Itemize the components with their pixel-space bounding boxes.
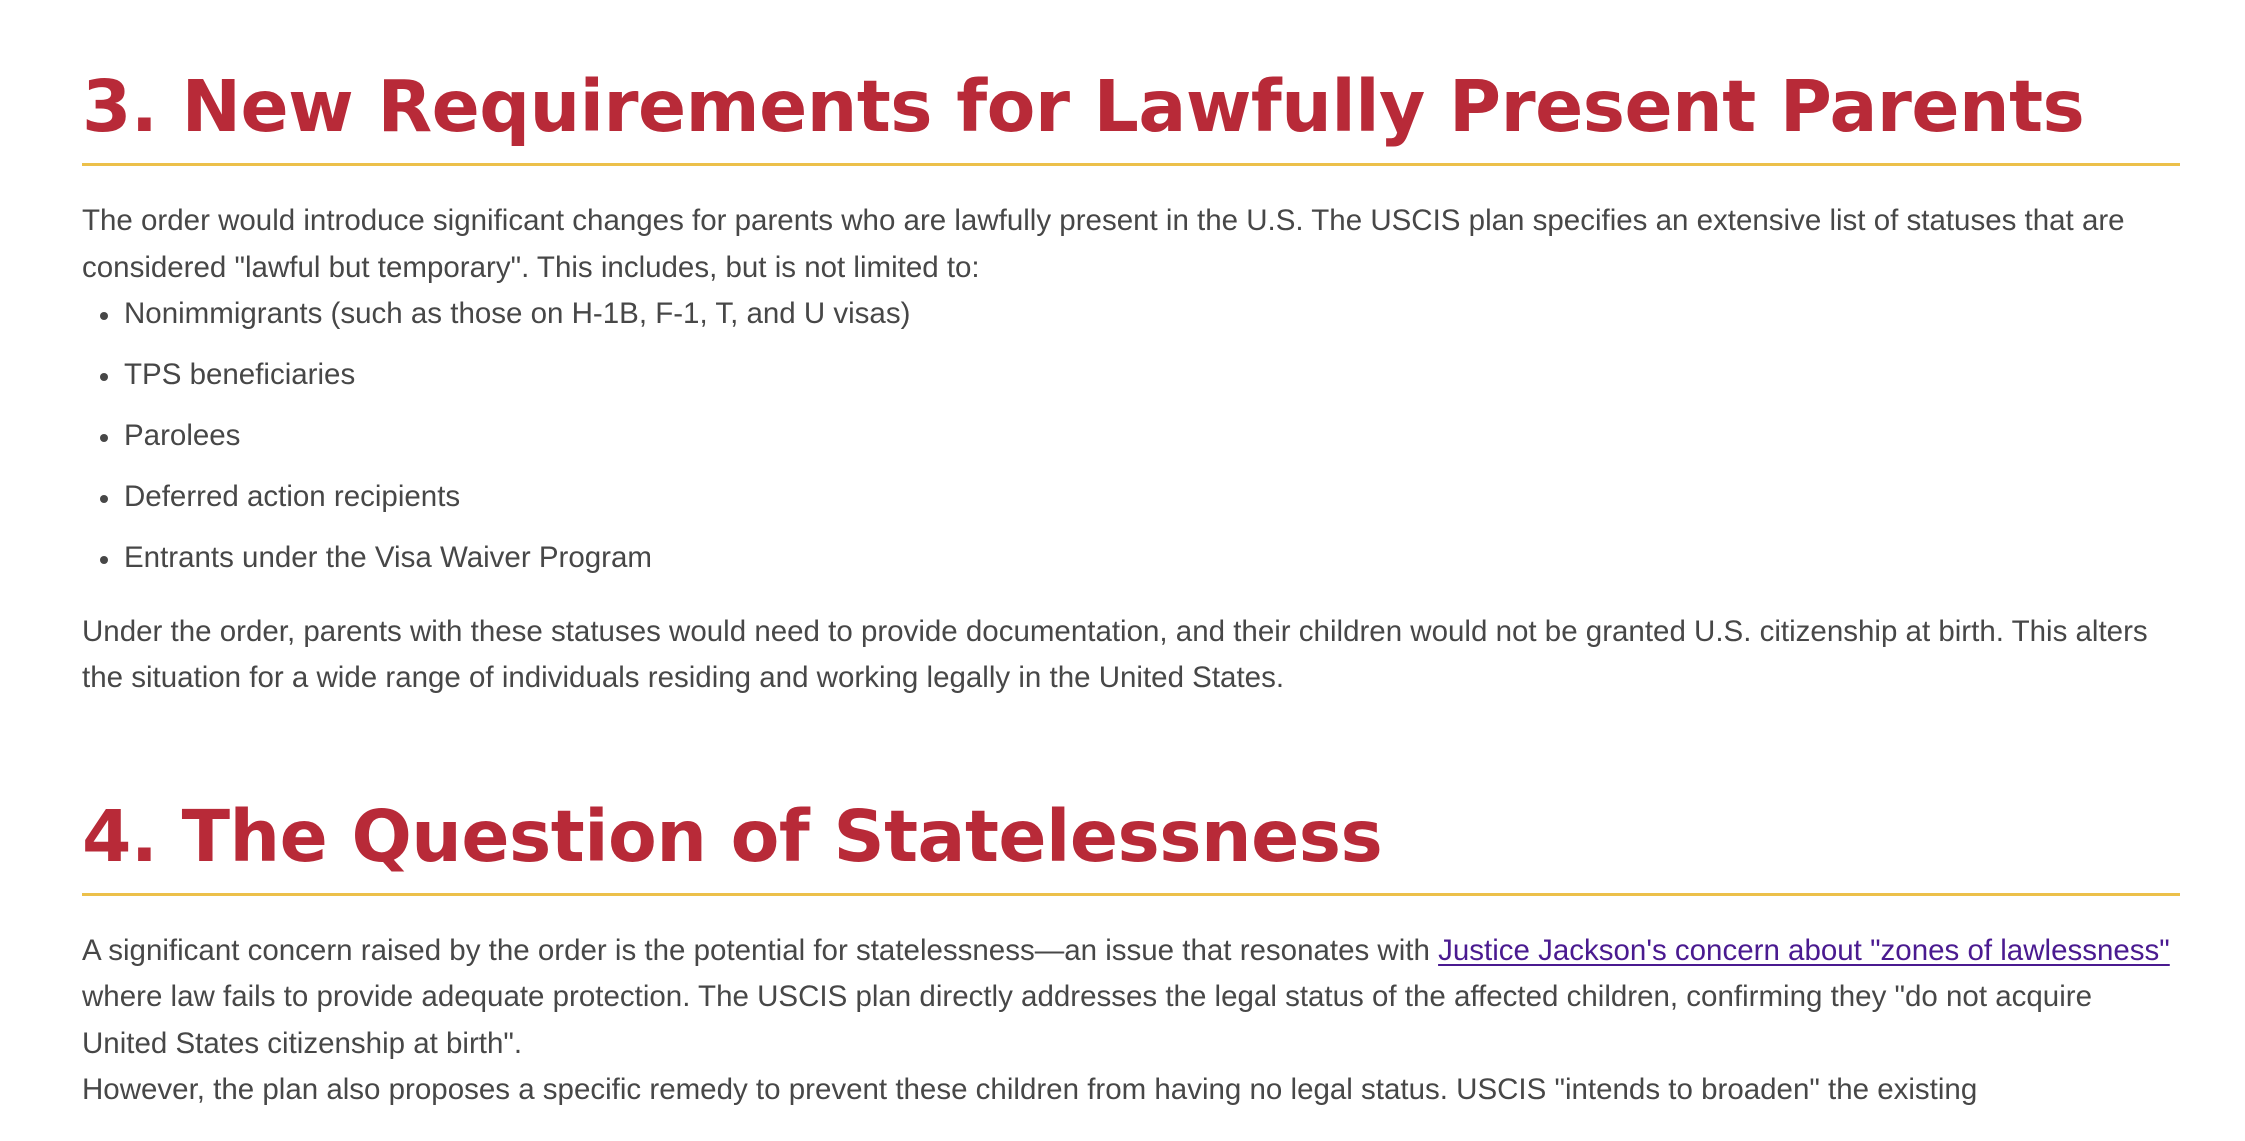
list-item: Entrants under the Visa Waiver Program <box>124 535 2180 582</box>
section-3-closing-paragraph: Under the order, parents with these statuses would need to provide documentation, and their children would not be granted U.S. citizenship at birth. This alters the situation for a wide range of individuals residing and working legally in the United States. <box>82 614 2148 694</box>
paragraph-text: where law fails to provide adequate protection. The USCIS plan directly addresses the legal status of the affected children, confirming they "do not acquire United States citizenship at birth". <box>82 980 2092 1060</box>
section-lawfully-present-parents <box>82 0 2180 702</box>
section-heading-4: 4. The Question of Statelessness <box>82 794 1383 878</box>
heading-divider <box>82 163 2180 166</box>
section-4-paragraph-1 <box>82 928 2180 1068</box>
section-statelessness <box>82 702 2180 1114</box>
list-item: Parolees <box>124 413 2180 460</box>
paragraph-text: A significant concern raised by the order is the potential for statelessness—an issue that resonates with <box>82 933 1439 967</box>
section-4-paragraph-2: However, the plan also proposes a specific remedy to prevent these children from having no legal status. USCIS "intends to broaden" the existing <box>82 1073 1978 1106</box>
list-item: Deferred action recipients <box>124 474 2180 521</box>
heading-divider <box>82 893 2180 896</box>
lawful-temporary-status-list <box>82 291 2180 582</box>
zones-of-lawlessness-link[interactable]: Justice Jackson's concern about "zones of lawlessness" <box>1438 933 2170 967</box>
section-heading-3: 3. New Requirements for Lawfully Present Parents <box>82 65 2085 148</box>
section-3-intro-paragraph: The order would introduce significant changes for parents who are lawfully present in the U.S. The USCIS plan specifies an extensive list of statuses that are considered "lawful but temporary". This includes, but is not limited to: <box>82 204 2125 284</box>
article-content <box>82 0 2180 1114</box>
list-item: Nonimmigrants (such as those on H-1B, F-1, T, and U visas) <box>124 291 2180 338</box>
list-item: TPS beneficiaries <box>124 352 2180 399</box>
